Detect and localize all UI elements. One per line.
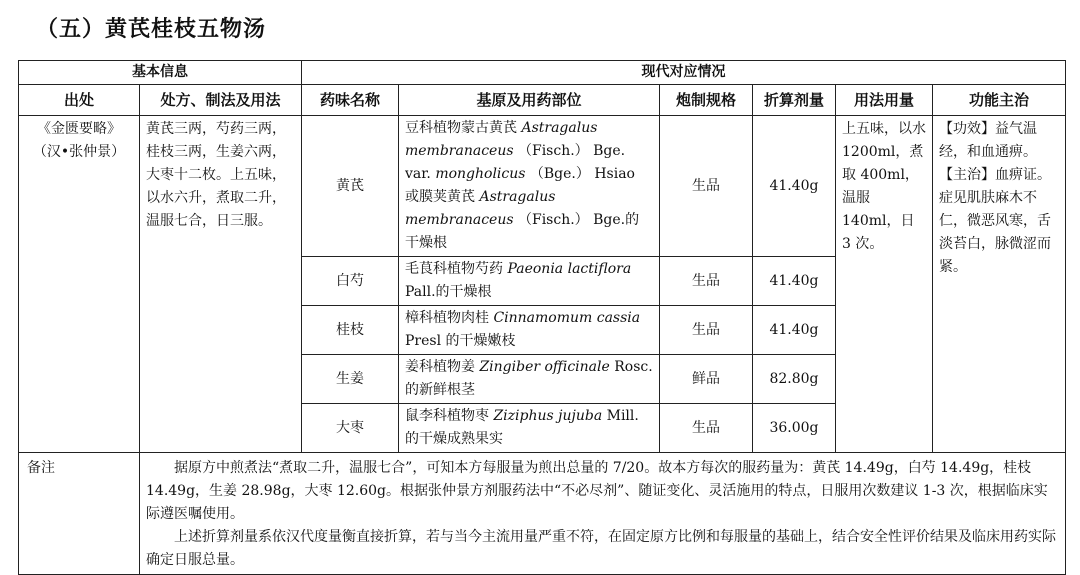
remarks-row xyxy=(19,453,1066,575)
section-modern-info: 现代对应情况 xyxy=(302,61,1066,85)
header-dose: 折算剂量 xyxy=(753,85,836,116)
herb-name: 生姜 xyxy=(302,355,399,404)
indication-text: 血痹证。症见肌肤麻木不仁，微恶风寒，舌淡苔白，脉微涩而紧。 xyxy=(939,167,1051,275)
header-prescription: 处方、制法及用法 xyxy=(140,85,302,116)
herb-name: 大枣 xyxy=(302,404,399,453)
prescription-table xyxy=(18,60,1066,575)
indication-tag: 【主治】 xyxy=(939,167,995,183)
origin-author: （汉•张仲景） xyxy=(32,144,126,160)
herb-dose: 36.00g xyxy=(753,404,836,453)
usage-text: 上五味，以水 1200ml，煮取 400ml，温服 140ml，日 3 次。 xyxy=(836,116,933,453)
herb-source: 樟科植物肉桂 Cinnamomum cassia Presl 的干燥嫩枝 xyxy=(399,306,660,355)
herb-source: 豆科植物蒙古黄芪 Astragalus membranaceus （Fisch.） Bge. var. mongholicus （Bge.） Hsiao 或膜荚黄芪 Astragalus membranaceus （Fisch.） Bge.的干燥根 xyxy=(399,116,660,257)
header-usage: 用法用量 xyxy=(836,85,933,116)
herb-source: 毛茛科植物芍药 Paeonia lactiflora Pall.的干燥根 xyxy=(399,257,660,306)
header-origin: 出处 xyxy=(19,85,140,116)
header-function: 功能主治 xyxy=(933,85,1066,116)
herb-dose: 41.40g xyxy=(753,306,836,355)
section-basic-info: 基本信息 xyxy=(19,61,302,85)
header-source: 基原及用药部位 xyxy=(399,85,660,116)
herb-processing: 生品 xyxy=(660,404,753,453)
herb-name: 白芍 xyxy=(302,257,399,306)
header-processing: 炮制规格 xyxy=(660,85,753,116)
remarks-paragraph: 据原方中煎煮法“煮取二升，温服七合”，可知本方每服量为煎出总量的 7/20。故本方每次的服药量为：黄芪 14.49g，白芍 14.49g，桂枝 14.49g，生姜 28.98g，大枣 12.60g。根据张仲景方剂服药法中“不必尽剂”、随证变化、灵活施用的特点，日服用次数建议 1-3 次，根据临床实际遵医嘱使用。 xyxy=(146,460,1048,522)
header-herb-name: 药味名称 xyxy=(302,85,399,116)
efficacy-text: 益气温经，和血通痹。 xyxy=(939,121,1037,160)
prescription-text: 黄芪三两，芍药三两，桂枝三两，生姜六两，大枣十二枚。上五味，以水六升，煮取二升，温服七合，日三服。 xyxy=(140,116,302,453)
herb-dose: 41.40g xyxy=(753,257,836,306)
herb-source: 鼠李科植物枣 Ziziphus jujuba Mill. 的干燥成熟果实 xyxy=(399,404,660,453)
origin-book: 《金匮要略》 xyxy=(37,121,121,137)
table-row xyxy=(19,116,1066,257)
page-title: （五）黄芪桂枝五物汤 xyxy=(36,16,267,42)
remarks-paragraph: 上述折算剂量系依汉代度量衡直接折算，若与当今主流用量严重不符，在固定原方比例和每服量的基础上，结合安全性评价结果及临床用药实际确定日服总量。 xyxy=(146,529,1056,568)
herb-processing: 鲜品 xyxy=(660,355,753,404)
herb-processing: 生品 xyxy=(660,116,753,257)
herb-source: 姜科植物姜 Zingiber officinale Rosc. 的新鲜根茎 xyxy=(399,355,660,404)
origin-cell xyxy=(19,116,140,453)
herb-dose: 41.40g xyxy=(753,116,836,257)
function-text xyxy=(933,116,1066,453)
remarks-label: 备注 xyxy=(19,453,140,575)
herb-processing: 生品 xyxy=(660,306,753,355)
herb-dose: 82.80g xyxy=(753,355,836,404)
herb-processing: 生品 xyxy=(660,257,753,306)
remarks-cell xyxy=(140,453,1066,575)
herb-name: 黄芪 xyxy=(302,116,399,257)
herb-name: 桂枝 xyxy=(302,306,399,355)
efficacy-tag: 【功效】 xyxy=(939,121,995,137)
